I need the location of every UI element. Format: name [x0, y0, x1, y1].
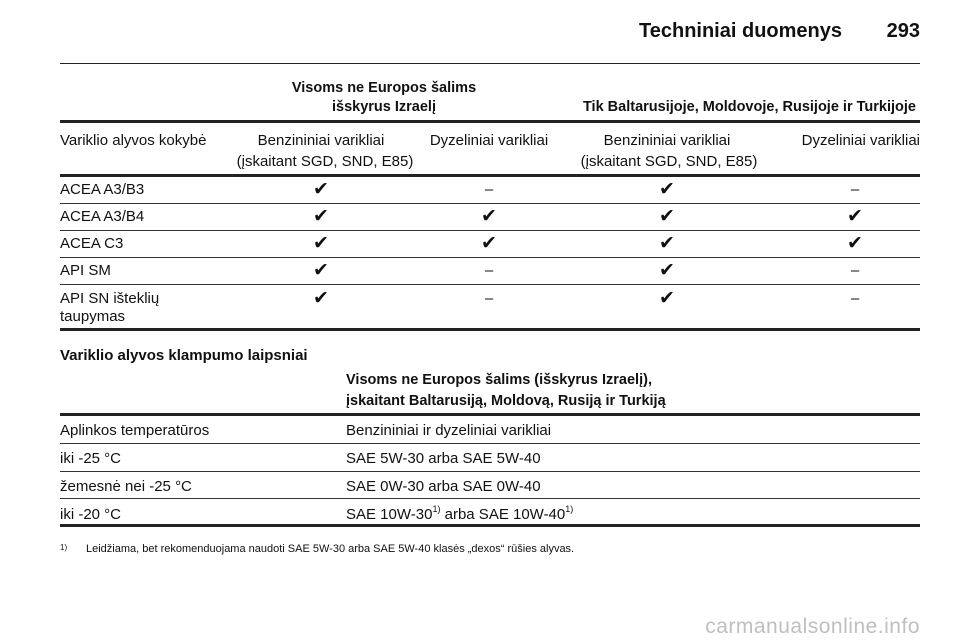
- row-label-acea-a3b4: ACEA A3/B4: [60, 208, 145, 225]
- row-divider: [60, 230, 920, 231]
- table-divider: [60, 174, 920, 177]
- row-label-api-sn: API SN išteklių: [60, 290, 160, 307]
- column-header-petrol-2: Benzininiai varikliai: [603, 132, 731, 149]
- table-bottom-rule: [60, 524, 920, 527]
- table-bottom-rule: [60, 328, 920, 331]
- column-header-engines: Benzininiai ir dyzeliniai varikliai: [346, 422, 552, 439]
- check-mark: ✔: [313, 206, 329, 227]
- dash-mark: –: [484, 290, 494, 307]
- column-header-diesel-1: Dyzeliniai varikliai: [429, 132, 549, 149]
- section-title: Techniniai duomenys: [639, 20, 842, 42]
- column-header-ambient-temp: Aplinkos temperatūros: [60, 422, 210, 439]
- group-header-belarus-moldova-russia-turkey: Tik Baltarusijoje, Moldovoje, Rusijoje ir Turkijoje: [582, 99, 916, 115]
- group-header-non-europe: Visoms ne Europos šalims: [291, 80, 477, 96]
- column-header-oil-quality: Variklio alyvos kokybė: [60, 132, 207, 149]
- row-divider: [60, 471, 920, 472]
- check-mark: ✔: [659, 288, 675, 309]
- dash-mark: –: [850, 262, 860, 279]
- footnote-marker: 1): [60, 543, 68, 552]
- check-mark: ✔: [313, 233, 329, 254]
- grade-value: SAE 0W-30 arba SAE 0W-40: [346, 478, 541, 495]
- row-label-api-sn-line2: taupymas: [60, 308, 126, 325]
- row-divider: [60, 443, 920, 444]
- check-mark: ✔: [659, 179, 675, 200]
- check-mark: ✔: [659, 233, 675, 254]
- check-mark: ✔: [481, 233, 497, 254]
- check-mark: ✔: [313, 260, 329, 281]
- watermark: carmanualsonline.info: [705, 615, 920, 638]
- column-header-diesel-2: Dyzeliniai varikliai: [801, 132, 920, 149]
- dash-mark: –: [484, 181, 494, 198]
- row-label-acea-c3: ACEA C3: [60, 235, 124, 252]
- viscosity-group-header: Visoms ne Europos šalims (išskyrus Izraelį),: [346, 372, 652, 388]
- grade-value: SAE 5W-30 arba SAE 5W-40: [346, 450, 541, 467]
- row-divider: [60, 498, 920, 499]
- row-divider: [60, 203, 920, 204]
- row-label-acea-a3b3: ACEA A3/B3: [60, 181, 145, 198]
- dash-mark: –: [484, 262, 494, 279]
- viscosity-heading: Variklio alyvos klampumo laipsniai: [60, 347, 308, 364]
- temp-value: iki -25 °C: [60, 450, 122, 467]
- check-mark: ✔: [659, 260, 675, 281]
- row-label-api-sm: API SM: [60, 262, 111, 279]
- check-mark: ✔: [313, 179, 329, 200]
- column-subnote-petrol-2: (įskaitant SGD, SND, E85): [580, 153, 758, 170]
- group-header-non-europe-line2: išskyrus Izraelį: [332, 99, 436, 115]
- footnote-text: Leidžiama, bet rekomenduojama naudoti SAE 5W-30 arba SAE 5W-40 klasės „dexos“ rūšies alyvas.: [86, 543, 575, 555]
- column-header-petrol-1: Benzininiai varikliai: [257, 132, 385, 149]
- footnote-ref: 1): [432, 504, 441, 514]
- check-mark: ✔: [481, 206, 497, 227]
- row-divider: [60, 257, 920, 258]
- header-divider: [60, 63, 920, 64]
- temp-value: iki -20 °C: [60, 506, 122, 523]
- page-number: 293: [886, 20, 920, 42]
- table-divider: [60, 413, 920, 416]
- check-mark: ✔: [313, 288, 329, 309]
- viscosity-group-header-line2: įskaitant Baltarusiją, Moldovą, Rusiją ir Turkiją: [346, 393, 666, 409]
- check-mark: ✔: [847, 206, 863, 227]
- dash-mark: –: [850, 181, 860, 198]
- check-mark: ✔: [847, 233, 863, 254]
- footnote-ref: 1): [565, 504, 574, 514]
- temp-value: žemesnė nei -25 °C: [60, 478, 192, 495]
- column-subnote-petrol-1: (įskaitant SGD, SND, E85): [236, 153, 414, 170]
- grade-value: SAE 10W-30$^{1)}$ arba SAE 10W-40$^{1)}$: [346, 504, 574, 523]
- row-divider: [60, 284, 920, 285]
- dash-mark: –: [850, 290, 860, 307]
- check-mark: ✔: [659, 206, 675, 227]
- table-divider: [60, 120, 920, 123]
